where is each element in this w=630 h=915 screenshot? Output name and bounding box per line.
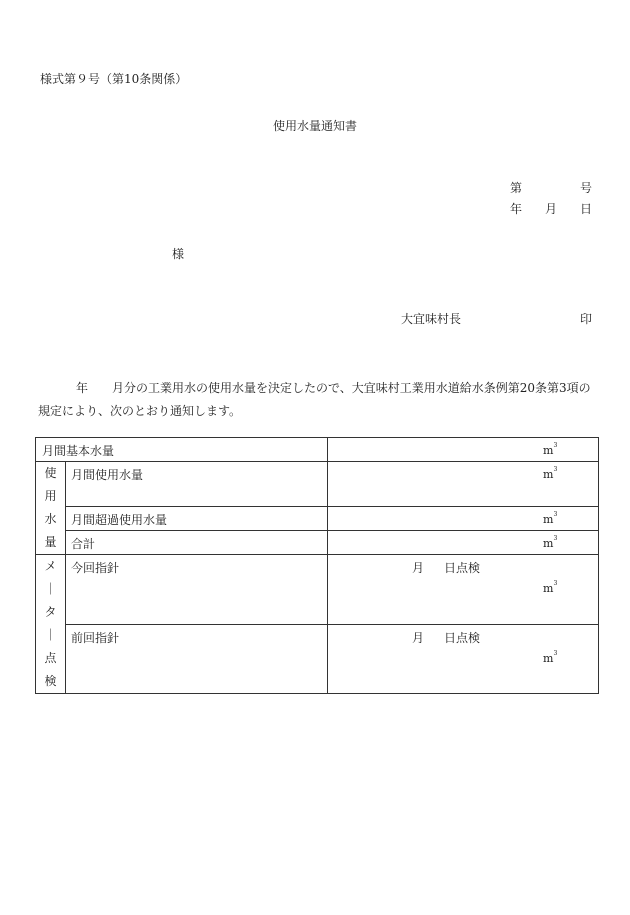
basic-volume-label-cell xyxy=(36,438,328,462)
monthly-usage-label: 月間使用水量 xyxy=(71,468,144,482)
inspection-month-label: 月 xyxy=(412,561,425,575)
water-usage-table xyxy=(35,437,599,694)
date-year-label: 年 xyxy=(510,202,523,216)
table-row-total xyxy=(36,531,599,555)
unit-cubic-meter: $m^3$ xyxy=(543,649,558,665)
date-day-label: 日 xyxy=(580,202,593,216)
total-label-cell xyxy=(66,531,328,555)
date-month-label: 月 xyxy=(545,202,558,216)
previous-reading-label: 前回指針 xyxy=(71,630,120,645)
basic-volume-value-cell xyxy=(328,438,599,462)
usage-group-label: 使 用 水 量 xyxy=(36,462,66,555)
form-number: 様式第９号（第10条関係） xyxy=(40,72,188,86)
excess-usage-value-cell xyxy=(328,507,599,531)
inspection-month-label: 月 xyxy=(412,630,425,645)
meter-inspection-group-label: メ ｜ タ ｜ 点 検 xyxy=(36,555,66,694)
monthly-usage-value-cell xyxy=(328,462,599,507)
inspection-day-label: 日点検 xyxy=(444,561,481,575)
current-reading-label-cell xyxy=(66,555,328,625)
total-value-cell xyxy=(328,531,599,555)
addressee-honorific: 様 xyxy=(172,247,185,261)
current-reading-value-cell xyxy=(328,555,599,625)
table-row-excess-usage xyxy=(36,507,599,531)
unit-cubic-meter: $m^3$ xyxy=(543,535,558,550)
reference-number-suffix: 号 xyxy=(580,181,593,195)
current-reading-label: 今回指針 xyxy=(71,561,120,575)
unit-cubic-meter: $m^3$ xyxy=(543,466,558,481)
monthly-usage-label-cell xyxy=(66,462,328,507)
table-row-basic-volume xyxy=(36,438,599,462)
basic-volume-label: 月間基本水量 xyxy=(42,444,115,458)
table-row-monthly-usage xyxy=(36,462,599,507)
excess-usage-label: 月間超過使用水量 xyxy=(71,513,168,527)
notice-body-text: 年 月分の工業用水の使用水量を決定したので、大宜味村工業用水道給水条例第20条第3項の規定により、次のとおり通知します。 xyxy=(38,381,591,418)
document-title: 使用水量通知書 xyxy=(272,119,357,133)
table-row-current-reading xyxy=(36,555,599,625)
seal-mark: 印 xyxy=(580,312,593,326)
total-label: 合計 xyxy=(71,537,96,551)
inspection-day-label: 日点検 xyxy=(444,630,481,645)
unit-cubic-meter: $m^3$ xyxy=(543,442,558,457)
unit-cubic-meter: $m^3$ xyxy=(543,511,558,526)
table-row-previous-reading xyxy=(36,624,599,694)
unit-cubic-meter: $m^3$ xyxy=(543,580,558,595)
reference-number-prefix: 第 xyxy=(510,181,523,195)
previous-reading-value-cell xyxy=(328,624,599,694)
previous-reading-label-cell xyxy=(66,624,328,694)
sender-name: 大宜味村長 xyxy=(401,312,462,326)
excess-usage-label-cell xyxy=(66,507,328,531)
